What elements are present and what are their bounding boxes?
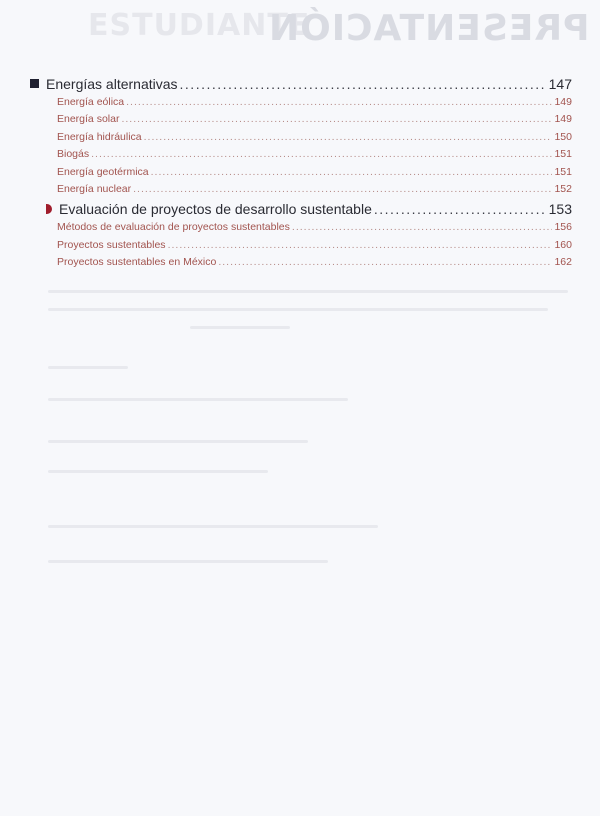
toc-item-label: Energía hidráulica [57,130,142,143]
leader-dots [91,148,552,160]
toc-page-number: 149 [554,113,572,126]
toc-page-number: 151 [554,165,572,178]
toc-item[interactable] [30,239,572,256]
bleed-line [48,440,308,443]
leader-dots [144,131,553,143]
toc-item-label: Energía geotérmica [57,165,149,178]
toc-item-label: Energía nuclear [57,182,132,195]
toc-item[interactable] [30,131,572,148]
leader-dots [180,76,547,92]
bleed-line [190,326,290,329]
bleed-line [48,525,378,528]
toc-item[interactable] [30,113,572,130]
toc-item-label: Energía solar [57,113,120,126]
bleed-line [48,470,268,473]
toc-page-number: 149 [554,96,572,108]
toc-page-number: 147 [548,76,572,92]
toc-item[interactable] [30,221,572,238]
toc-section-title: Evaluación de proyectos de desarrollo sustentable [59,201,372,218]
toc-item-label: Métodos de evaluación de proyectos sustentables [57,221,290,234]
toc-item[interactable] [30,183,572,200]
leader-dots [374,201,547,217]
toc-page-number: 152 [554,182,572,195]
toc-item-label: Biogás [57,148,90,161]
ghost-header-left: ESTUDIANTE [88,8,311,43]
bleed-line [48,308,548,311]
bleed-line [48,398,348,401]
toc-page-number: 151 [554,148,572,161]
leader-dots [133,183,552,195]
table-of-contents [30,76,572,274]
toc-item[interactable] [30,96,572,113]
leader-dots [218,256,552,268]
toc-page-number: 156 [554,221,572,234]
toc-section-evaluacion-proyectos[interactable] [30,200,572,221]
toc-item[interactable] [30,166,572,183]
leader-dots [151,166,553,178]
bleed-line [48,290,568,293]
ghost-header-right: PRESENTACIÓN [268,8,590,49]
leader-dots [292,221,553,233]
toc-item[interactable] [30,256,572,273]
toc-item-label: Energía eólica [57,96,125,108]
toc-section-energias-alternativas[interactable] [30,76,572,96]
square-bullet-icon [30,79,39,88]
toc-page-number: 162 [554,256,572,269]
bleed-line [48,560,328,563]
toc-item-label: Proyectos sustentables [57,238,166,251]
leader-dots [121,113,552,125]
toc-page-number: 150 [554,130,572,143]
toc-item-label: Proyectos sustentables en México [57,256,217,269]
bleed-line [48,366,128,369]
toc-page-number: 160 [554,238,572,251]
toc-page-number: 153 [548,201,572,218]
leader-dots [126,96,552,108]
leader-dots [168,239,553,251]
toc-section-title: Energías alternativas [46,76,178,92]
half-circle-bullet-icon [46,204,52,214]
toc-item[interactable] [30,148,572,165]
